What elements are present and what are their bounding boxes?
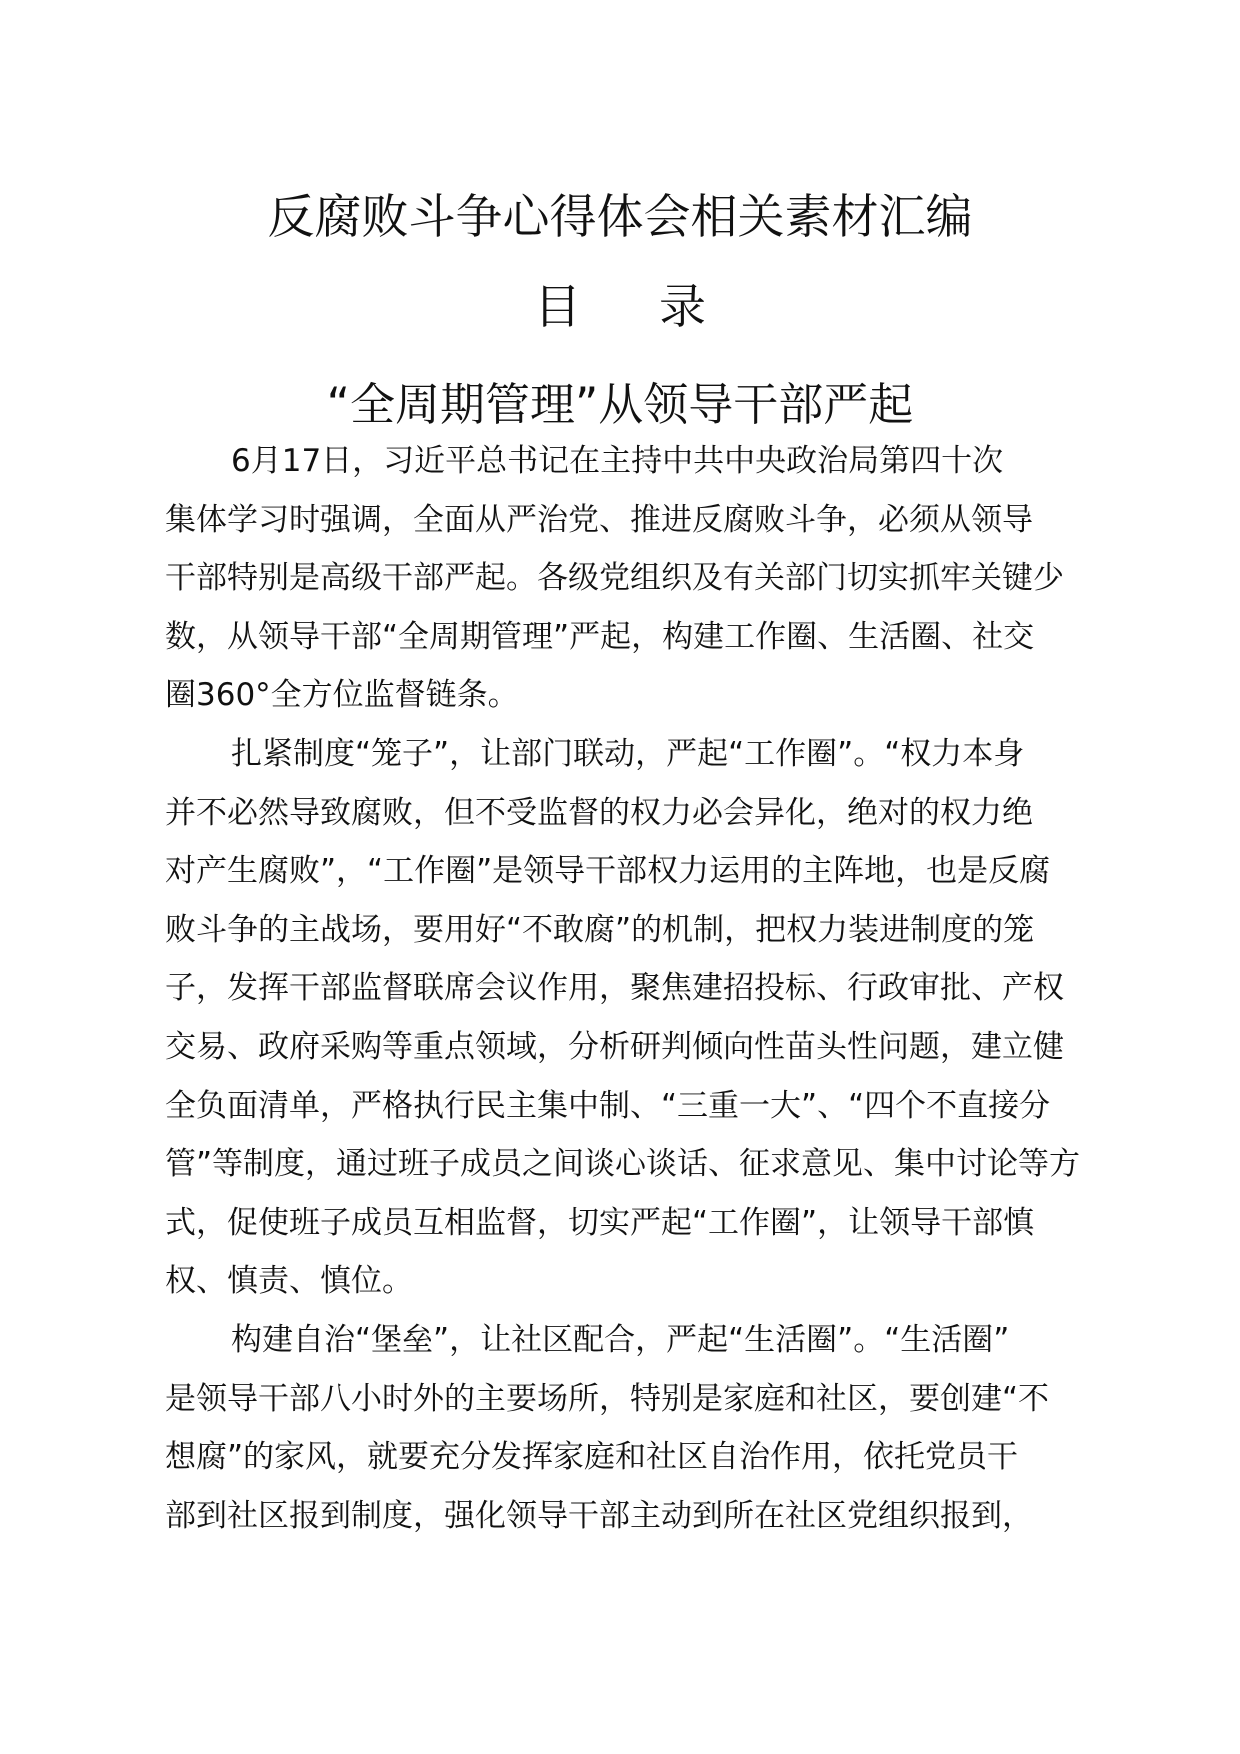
table-of-contents-heading bbox=[0, 278, 1240, 338]
text-line: 构建自治“堡垒”，让社区配合，严起“生活圈”。“生活圈” bbox=[231, 1321, 1010, 1358]
text-line: 并不必然导致腐败，但不受监督的权力必会异化，绝对的权力绝 bbox=[165, 794, 1033, 831]
text-line: 干部特别是高级干部严起。各级党组织及有关部门切实抓牢关键少 bbox=[165, 560, 1064, 597]
body-text bbox=[165, 432, 1100, 1545]
text-line: 数，从领导干部“全周期管理”严起，构建工作圈、生活圈、社交 bbox=[165, 618, 1035, 655]
text-line: 想腐”的家风，就要充分发挥家庭和社区自治作用，依托党员干 bbox=[165, 1439, 1019, 1476]
text-line: 6月17日，习近平总书记在主持中共中央政治局第四十次 bbox=[231, 443, 1004, 479]
text-line: 交易、政府采购等重点领域，分析研判倾向性苗头性问题，建立健 bbox=[165, 1028, 1064, 1065]
toc-heading-char-2: 录 bbox=[659, 280, 706, 335]
document-title: 反腐败斗争心得体会相关素材汇编 bbox=[267, 190, 973, 245]
text-line: 圈360°全方位监督链条。 bbox=[165, 677, 519, 714]
text-line: 败斗争的主战场，要用好“不敢腐”的机制，把权力装进制度的笼 bbox=[165, 911, 1035, 948]
toc-heading-char-1: 目 bbox=[534, 280, 581, 335]
text-line: 集体学习时强调，全面从严治党、推进反腐败斗争，必须从领导 bbox=[165, 501, 1033, 538]
text-line: 对产生腐败”，“工作圈”是领导干部权力运用的主阵地，也是反腐 bbox=[165, 853, 1051, 890]
section-title: “全周期管理”从领导干部严起 bbox=[326, 378, 914, 431]
text-line: 扎紧制度“笼子”，让部门联动，严起“工作圈”。“权力本身 bbox=[231, 735, 1025, 772]
text-line: 全负面清单，严格执行民主集中制、“三重一大”、“四个不直接分 bbox=[165, 1087, 1051, 1124]
text-line: 式，促使班子成员互相监督，切实严起“工作圈”，让领导干部慎 bbox=[165, 1204, 1035, 1241]
text-line: 管”等制度，通过班子成员之间谈心谈话、征求意见、集中讨论等方 bbox=[165, 1146, 1081, 1183]
text-line: 子，发挥干部监督联席会议作用，聚焦建招投标、行政审批、产权 bbox=[165, 970, 1064, 1007]
text-line: 部到社区报到制度，强化领导干部主动到所在社区党组织报到， bbox=[165, 1497, 1033, 1534]
text-line: 是领导干部八小时外的主要场所，特别是家庭和社区，要创建“不 bbox=[165, 1380, 1050, 1417]
text-line: 权、慎责、慎位。 bbox=[165, 1263, 413, 1300]
